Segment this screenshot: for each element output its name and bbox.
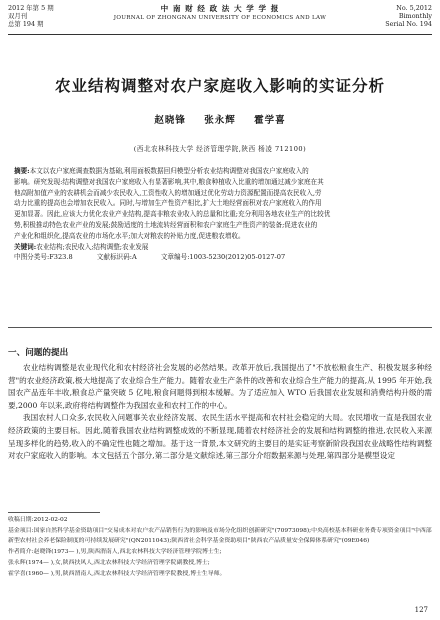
header-issue-info	[8, 4, 54, 28]
body-text	[8, 362, 432, 463]
abstract-label: 摘要:	[14, 167, 30, 175]
abstract-line: 动力比重的提高也会增加农民收入。同时,与增加生产性资产相比,扩大土地经营面积对农户家庭收入的作用	[14, 199, 322, 208]
header-issue-info-en	[385, 4, 432, 28]
abstract-block	[14, 166, 426, 263]
section-heading: 一、问题的提出	[8, 348, 69, 358]
header-issue-line: 总第 194 期	[8, 20, 44, 28]
author-name: 霍学喜	[254, 115, 286, 126]
classification-line	[14, 252, 426, 263]
footnote-funding: 基金项目:国家自然科学基金资助项目"交易成本对农户农产品销售行为的影响及市场分化组织创新研究"(70973098);中央高校基本科研业务费专项资金项目"中西部新型农村社会养老保险制度的可持续发展研究"(QN2011043);陕西省社会科学基金资助项目"陕西农产品质量安全保障体系研究"(09E046)	[8, 527, 432, 545]
body-paragraph: 农业结构调整是农业现代化和农村经济社会发展的必然结果。改革开放后,我国提出了"不放松粮食生产、积极发展多种经营"的农业经济政策,极大地提高了农业综合生产能力。随着农业生产条件的改善和农业综合生产能力的提高,从 1995 年开始,我国农产品连年丰收,粮食总产量突破 5 亿吨,粮食问题得到根本缓解。为了适应加入 WTO 后我国农业发展和消费结构升级的需要,2000 年以来,政府将结构调整作为我国农业和农村工作的中心。	[8, 363, 432, 410]
author-affiliation: (西北农林科技大学 经济管理学院,陕西 杨凌 712100)	[133, 145, 307, 153]
journal-name-cn: 中 南 财 经 政 法 大 学 学 报	[160, 4, 280, 13]
author-name: 张永辉	[204, 115, 236, 126]
header-issue-line-en: Bimonthly	[398, 12, 432, 20]
footnote-received: 收稿日期:2012-02-02	[8, 517, 68, 523]
footnote-divider	[8, 512, 100, 513]
abstract-line: 更加显著。因此,应该大力优化农业产业结构,提高非粮农业收入的总量和比重;充分利用各地农业生产的比较优	[14, 210, 331, 219]
header-issue-line-en: Serial No. 194	[385, 20, 432, 28]
header-journal-name	[88, 4, 352, 23]
abstract-line: 影响。研究发现:结构调整对我国农户家庭收入有显著影响,其中,粮食种植收入比重的增加通过减少家庭在其	[14, 177, 324, 186]
keywords: 农业结构;农民收入;结构调整;农业发展	[36, 242, 149, 251]
journal-name-en: JOURNAL OF ZHONGNAN UNIVERSITY OF ECONOMICS AND LAW	[113, 15, 327, 21]
header-issue-line: 2012 年第 5 期	[8, 4, 54, 12]
author-list	[0, 112, 440, 126]
footnote-author: 霍学喜(1960— ),男,陕西渭南人,西北农林科技大学经济管理学院教授,博士生导师。	[8, 570, 226, 577]
page-number: 127	[414, 606, 428, 614]
keywords-label: 关键词:	[14, 242, 37, 251]
article-title: 农业结构调整对农户家庭收入影响的实证分析	[54, 77, 385, 95]
body-paragraph: 我国农村人口众多,农民收入问题事关农业经济发展、农民生活水平提高和农村社会稳定的大局。农民增收一直是我国农业经济政策的主要目标。因此,随着我国农业结构调整成效的不断显现,随着农村经济社会的发展和结构调整的推进,农民收入来源呈现多样化的趋势,收入的不确定性也随之增加。基于这一背景,本文研究的主要目的是实证考察新阶段我国农业战略性结构调整对农户家庭收入的影响。本文包括五个部分,第二部分是文献综述,第三部分介绍数据来源与处理,第四部分是模型设定	[8, 413, 432, 461]
header-issue-line: 双月刊	[8, 12, 28, 20]
abstract-line: 他高附加值产业的农耕机会而减少农民收入,工资性收入的增加通过优化劳动力资源配置而提高农民收入,劳	[14, 188, 322, 197]
header-issue-line-en: No. 5,2012	[396, 4, 432, 12]
footnote-author: 张永辉(1974— ),女,陕西扶风人,西北农林科技大学经济管理学院副教授,博士;	[8, 559, 210, 566]
abstract-line: 摘要:本文以农户家庭调查数据为基础,利用面板数据回归模型分析农业结构调整对我国农户家庭收入的	[14, 167, 309, 175]
footnote-author: 作者简介:赵晓锋(1973— ),男,陕西渭南人,西北农林科技大学经济管理学院博士生;	[8, 549, 222, 556]
header-divider	[8, 34, 432, 35]
running-header	[8, 4, 432, 34]
abstract-line: 产业化和组织化,提高农业的市场化水平;加大对粮农的补贴力度,促进粮农增收。	[14, 231, 245, 240]
abstract-divider	[8, 327, 432, 328]
clc-number: 中图分类号:F323.8	[14, 253, 73, 262]
author-name: 赵晓锋	[154, 115, 186, 126]
document-code: 文献标识码:A	[96, 253, 137, 262]
keywords-line	[14, 242, 426, 253]
article-number: 文章编号:1003-5230(2012)05-0127-07	[160, 253, 286, 262]
footnotes	[8, 515, 432, 579]
abstract-line: 势,积极推动特色农业产业的发展;鼓励适度的土地流转经营面积和农户家庭生产性资产的装备;促进农业的	[14, 220, 318, 229]
